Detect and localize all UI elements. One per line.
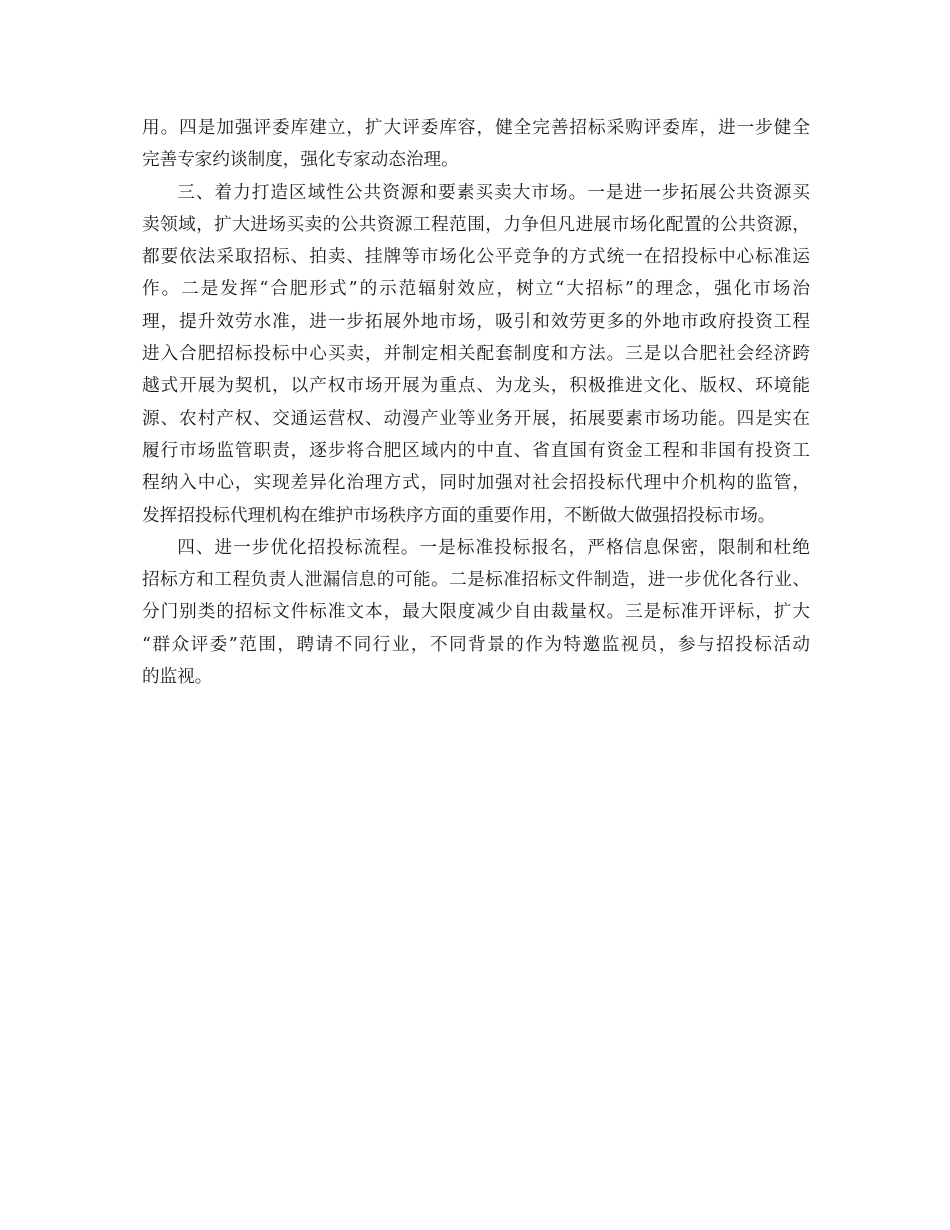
text-line: “群众评委”范围，聘请不同行业，不同背景的作为特邀监视员，参与招投标活动 — [142, 634, 810, 655]
text-line: 源、农村产权、交通运营权、动漫产业等业务开展，拓展要素市场功能。四是实在 — [142, 408, 810, 429]
text-line: 用。四是加强评委库建立，扩大评委库容，健全完善招标采购评委库，进一步健全 — [142, 118, 810, 138]
text-line: 的监视。 — [142, 667, 213, 688]
paragraph-1 — [142, 112, 810, 177]
text-line: 程纳入中心，实现差异化治理方式，同时加强对社会招投标代理中介机构的监管， — [142, 473, 810, 494]
text-line: 招标方和工程负责人泄漏信息的可能。二是标准招标文件制造，进一步优化各行业、 — [142, 570, 810, 591]
paragraph-2 — [142, 177, 810, 532]
document-body — [142, 112, 810, 693]
text-line: 完善专家约谈制度，强化专家动态治理。 — [142, 150, 459, 171]
text-line: 卖领域，扩大进场买卖的公共资源工程范围，力争但凡进展市场化配置的公共资源， — [142, 214, 810, 235]
paragraph-3 — [142, 532, 810, 693]
text-line: 三、着力打造区域性公共资源和要素买卖大市场。一是进一步拓展公共资源买 — [177, 182, 810, 203]
text-line: 作。二是发挥“合肥形式”的示范辐射效应，树立“大招标”的理念，强化市场治 — [142, 279, 810, 300]
text-line: 履行市场监管职责，逐步将合肥区域内的中直、省直国有资金工程和非国有投资工 — [142, 440, 810, 461]
text-line: 都要依法采取招标、拍卖、挂牌等市场化公平竞争的方式统一在招投标中心标准运 — [142, 247, 810, 268]
text-line: 越式开展为契机，以产权市场开展为重点、为龙头，积极推进文化、版权、环境能 — [142, 376, 810, 397]
text-line: 理，提升效劳水准，进一步拓展外地市场，吸引和效劳更多的外地市政府投资工程 — [142, 311, 810, 332]
text-line: 进入合肥招标投标中心买卖，并制定相关配套制度和方法。三是以合肥社会经济跨 — [142, 344, 810, 365]
text-line: 四、进一步优化招投标流程。一是标准投标报名，严格信息保密，限制和杜绝 — [177, 537, 810, 558]
text-line: 分门别类的招标文件标准文本，最大限度减少自由裁量权。三是标准开评标，扩大 — [142, 602, 810, 623]
text-line: 发挥招投标代理机构在维护市场秩序方面的重要作用，不断做大做强招投标市场。 — [142, 505, 776, 526]
